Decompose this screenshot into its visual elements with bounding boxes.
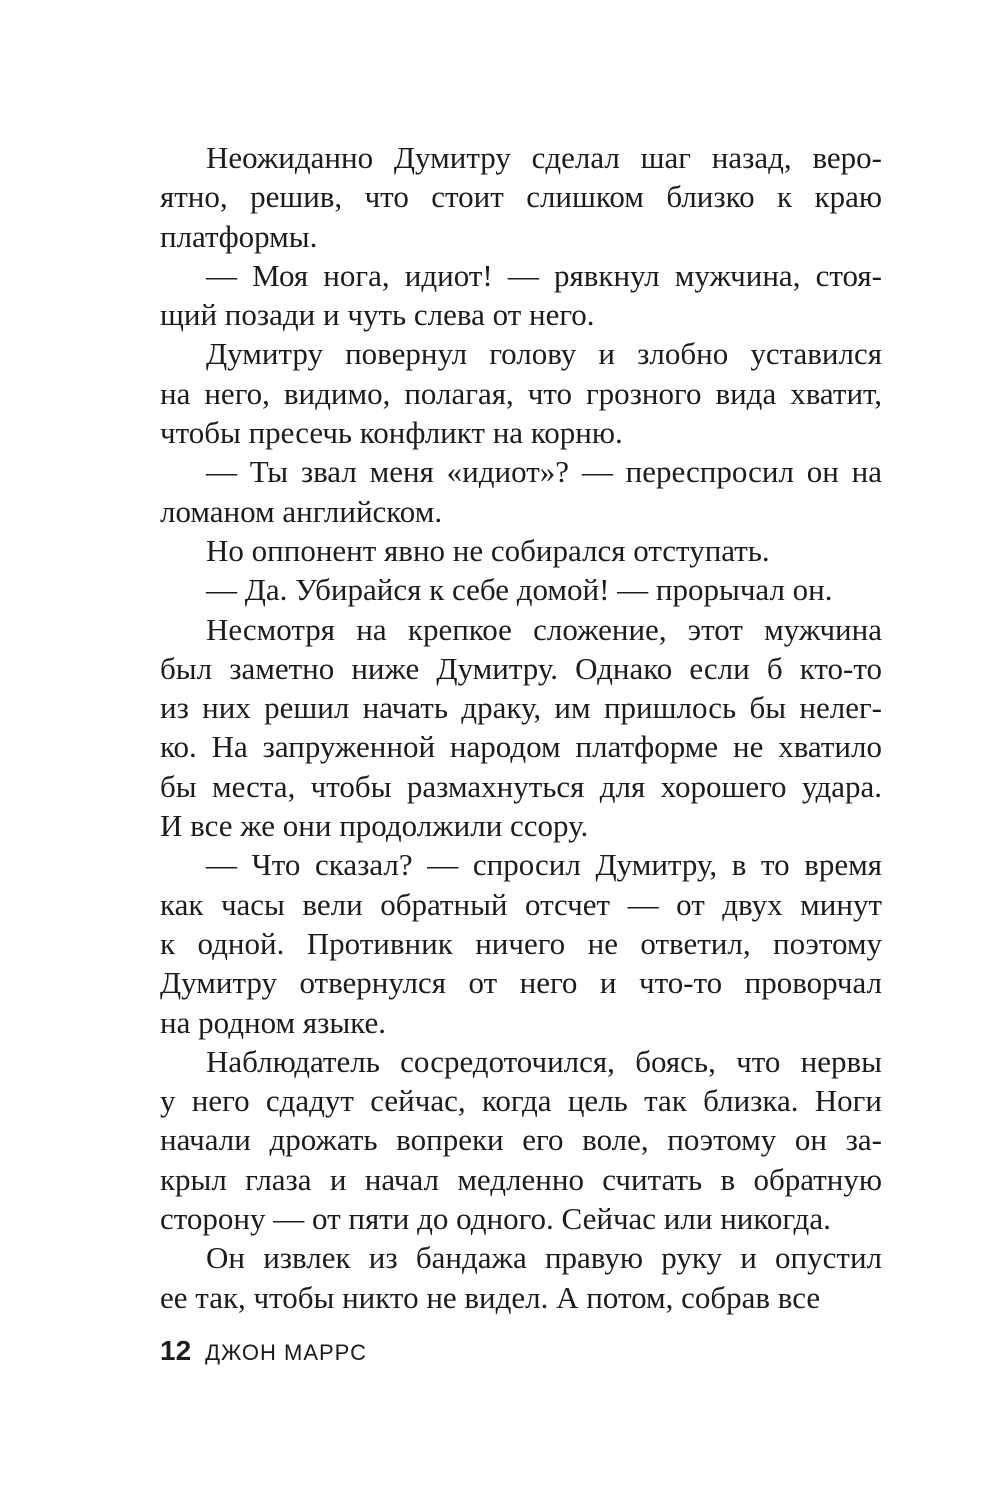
- paragraph: [160, 138, 882, 256]
- text-line: бы места, чтобы размахнуться для хорошего удара.: [160, 768, 882, 804]
- text-line: Но оппонент явно не собирался отступать.: [206, 532, 770, 568]
- text-line: Наблюдатель сосредоточился, боясь, что нервы: [206, 1043, 882, 1079]
- paragraph: [160, 570, 882, 609]
- paragraph: [160, 531, 882, 570]
- text-line: у него сдадут сейчас, когда цель так близка. Ноги: [160, 1083, 882, 1119]
- text-line: на него, видимо, полагая, что грозного вида хватит,: [160, 375, 882, 411]
- text-line: крыл глаза и начал медленно считать в обратную: [160, 1161, 882, 1197]
- text-line: Думитру повернул голову и злобно уставился: [206, 336, 882, 372]
- paragraph: [160, 610, 882, 846]
- text-line: щий позади и чуть слева от него.: [160, 297, 595, 333]
- page-number: 12: [160, 1335, 192, 1366]
- text-line: Неожиданно Думитру сделал шаг назад, веро-: [206, 140, 882, 175]
- text-line: сторону — от пяти до одного. Сейчас или никогда.: [160, 1201, 831, 1237]
- paragraph: [160, 845, 882, 1041]
- text-line: как часы вели обратный отсчет — от двух минут: [160, 886, 882, 922]
- text-line: — Да. Убирайся к себе домой! — прорычал он.: [206, 572, 833, 608]
- text-line: на родном языке.: [160, 1004, 386, 1040]
- text-line: был заметно ниже Думитру. Однако если б кто-то: [160, 650, 882, 686]
- text-line: к одной. Противник ничего не ответил, поэтому: [160, 925, 882, 961]
- text-line: — Ты звал меня «идиот»? — переспросил он на: [206, 454, 882, 490]
- text-line: платформы.: [160, 218, 318, 254]
- text-line: из них решил начать драку, им пришлось бы нелег-: [160, 690, 882, 726]
- text-line: ко. На запруженной народом платформе не хватило: [160, 729, 882, 765]
- text-line: ломаном английском.: [160, 493, 443, 529]
- paragraph: [160, 1042, 882, 1238]
- paragraph: [160, 256, 882, 335]
- paragraph: [160, 452, 882, 531]
- text-line: Думитру отвернулся от него и что-то проворчал: [160, 965, 882, 1001]
- running-title: ДЖОН МАРРС: [205, 1340, 367, 1365]
- text-line: ятно, решив, что стоит слишком близко к краю: [160, 179, 882, 215]
- paragraph: [160, 1238, 882, 1317]
- text-line: — Что сказал? — спросил Думитру, в то время: [206, 847, 882, 883]
- text-line: Несмотря на крепкое сложение, этот мужчина: [206, 611, 882, 647]
- text-line: — Моя нога, идиот! — рявкнул мужчина, стоя-: [206, 257, 882, 293]
- text-line: Он извлек из бандажа правую руку и опустил: [206, 1240, 882, 1276]
- page-footer: [160, 1335, 367, 1369]
- text-line: начали дрожать вопреки его воле, поэтому он за-: [160, 1122, 882, 1158]
- text-line: И все же они продолжили ссору.: [160, 808, 589, 844]
- text-line: чтобы пресечь конфликт на корню.: [160, 415, 623, 451]
- text-line: ее так, чтобы никто не видел. А потом, собрав все: [160, 1279, 821, 1315]
- paragraph: [160, 334, 882, 452]
- body-text: [160, 138, 882, 1317]
